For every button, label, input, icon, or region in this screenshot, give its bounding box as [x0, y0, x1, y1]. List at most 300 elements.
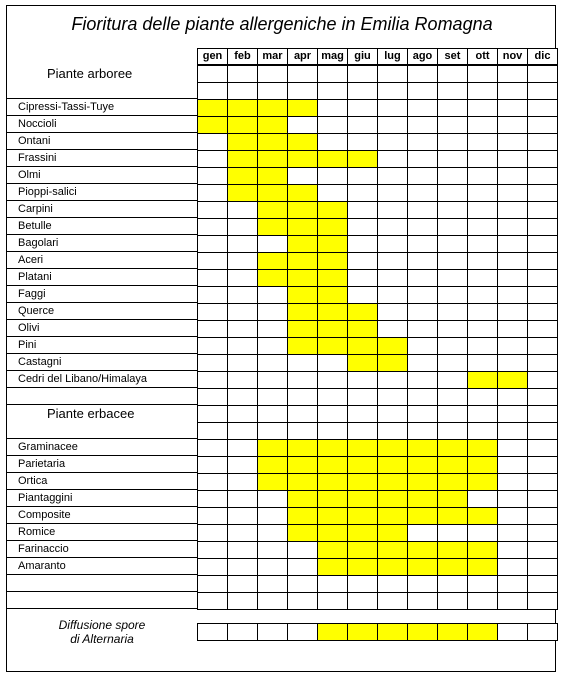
- empty-cell: [347, 286, 378, 304]
- empty-cell: [527, 252, 558, 270]
- empty-cell: [467, 592, 498, 610]
- bloom-cell: [257, 99, 288, 117]
- empty-cell: [377, 422, 408, 440]
- bloom-cell: [347, 320, 378, 338]
- empty-cell: [227, 575, 258, 593]
- empty-cell: [407, 371, 438, 389]
- empty-cell: [497, 592, 528, 610]
- bloom-cell: [287, 184, 318, 202]
- empty-cell: [527, 371, 558, 389]
- empty-cell: [197, 524, 228, 542]
- empty-spore-cell: [287, 623, 318, 641]
- empty-spore-cell: [527, 623, 558, 641]
- empty-cell: [377, 167, 408, 185]
- month-label-giu: giu: [347, 48, 378, 65]
- empty-cell: [467, 133, 498, 151]
- empty-cell: [467, 82, 498, 100]
- bloom-cell: [377, 473, 408, 491]
- bloom-cell: [287, 218, 318, 236]
- bloom-cell: [287, 269, 318, 287]
- empty-cell: [437, 422, 468, 440]
- empty-cell: [527, 439, 558, 457]
- empty-spore-cell: [497, 623, 528, 641]
- empty-cell: [377, 286, 408, 304]
- blank-row-label: [7, 82, 197, 99]
- empty-cell: [227, 422, 258, 440]
- empty-cell: [377, 252, 408, 270]
- alternaria-label: [7, 618, 197, 646]
- empty-cell: [437, 99, 468, 117]
- empty-cell: [497, 201, 528, 219]
- empty-cell: [377, 405, 408, 423]
- bloom-cell: [437, 456, 468, 474]
- empty-cell: [227, 82, 258, 100]
- empty-cell: [227, 303, 258, 321]
- plant-label: Aceri: [7, 252, 197, 269]
- plant-label: Frassini: [7, 150, 197, 167]
- bloom-cell: [467, 371, 498, 389]
- empty-cell: [407, 592, 438, 610]
- section-heading: Piante erbacee: [47, 406, 135, 421]
- empty-cell: [407, 116, 438, 134]
- bloom-cell: [407, 507, 438, 525]
- empty-cell: [377, 388, 408, 406]
- empty-cell: [497, 116, 528, 134]
- empty-cell: [347, 405, 378, 423]
- spore-cell: [407, 623, 438, 641]
- bloom-cell: [467, 558, 498, 576]
- empty-cell: [197, 184, 228, 202]
- empty-cell: [227, 252, 258, 270]
- plant-label: Bagolari: [7, 235, 197, 252]
- empty-spore-cell: [197, 623, 228, 641]
- bloom-cell: [317, 150, 348, 168]
- chart-title: Fioritura delle piante allergeniche in Emilia Romagna: [71, 14, 493, 34]
- bloom-cell: [257, 133, 288, 151]
- empty-cell: [497, 541, 528, 559]
- empty-cell: [197, 388, 228, 406]
- bloom-cell: [347, 150, 378, 168]
- plant-label: Platani: [7, 269, 197, 286]
- empty-cell: [437, 150, 468, 168]
- bloom-cell: [317, 320, 348, 338]
- empty-cell: [377, 371, 408, 389]
- empty-cell: [287, 541, 318, 559]
- empty-cell: [257, 541, 288, 559]
- empty-cell: [407, 133, 438, 151]
- empty-cell: [497, 490, 528, 508]
- empty-cell: [287, 405, 318, 423]
- bloom-cell: [287, 524, 318, 542]
- blank-row-label: [7, 575, 197, 592]
- empty-cell: [227, 218, 258, 236]
- bloom-cell: [467, 439, 498, 457]
- empty-cell: [407, 303, 438, 321]
- bloom-cell: [347, 456, 378, 474]
- empty-cell: [197, 82, 228, 100]
- empty-cell: [317, 405, 348, 423]
- empty-cell: [437, 184, 468, 202]
- month-label-feb: feb: [227, 48, 258, 65]
- bloom-cell: [287, 490, 318, 508]
- bloom-cell: [407, 456, 438, 474]
- empty-cell: [347, 592, 378, 610]
- empty-cell: [497, 65, 528, 83]
- plant-label: Noccioli: [7, 116, 197, 133]
- empty-cell: [317, 167, 348, 185]
- empty-cell: [347, 99, 378, 117]
- empty-cell: [497, 320, 528, 338]
- empty-cell: [287, 116, 318, 134]
- bloom-cell: [347, 507, 378, 525]
- bloom-cell: [317, 235, 348, 253]
- empty-cell: [197, 269, 228, 287]
- empty-cell: [407, 524, 438, 542]
- empty-cell: [527, 541, 558, 559]
- empty-cell: [407, 252, 438, 270]
- empty-cell: [197, 337, 228, 355]
- empty-cell: [467, 303, 498, 321]
- empty-cell: [197, 354, 228, 372]
- empty-cell: [527, 167, 558, 185]
- empty-cell: [467, 524, 498, 542]
- empty-cell: [407, 184, 438, 202]
- empty-cell: [197, 320, 228, 338]
- empty-cell: [197, 473, 228, 491]
- empty-cell: [227, 388, 258, 406]
- bloom-cell: [377, 490, 408, 508]
- alternaria-label-line2: di Alternaria: [70, 632, 134, 646]
- empty-cell: [197, 235, 228, 253]
- empty-cell: [497, 422, 528, 440]
- empty-cell: [377, 303, 408, 321]
- empty-cell: [497, 575, 528, 593]
- empty-cell: [527, 82, 558, 100]
- bloom-cell: [257, 456, 288, 474]
- empty-cell: [407, 320, 438, 338]
- bloom-cell: [467, 473, 498, 491]
- empty-cell: [497, 82, 528, 100]
- empty-cell: [467, 405, 498, 423]
- plant-label: Carpini: [7, 201, 197, 218]
- empty-cell: [407, 388, 438, 406]
- empty-cell: [257, 388, 288, 406]
- empty-cell: [377, 269, 408, 287]
- empty-cell: [527, 422, 558, 440]
- empty-cell: [287, 167, 318, 185]
- empty-cell: [227, 286, 258, 304]
- section-heading: Piante arboree: [47, 66, 133, 81]
- empty-cell: [407, 422, 438, 440]
- blank-row-label: [7, 422, 197, 439]
- empty-cell: [527, 320, 558, 338]
- bloom-cell: [317, 269, 348, 287]
- bloom-cell: [227, 150, 258, 168]
- empty-cell: [227, 507, 258, 525]
- empty-cell: [287, 558, 318, 576]
- spore-cell: [347, 623, 378, 641]
- empty-cell: [317, 354, 348, 372]
- empty-cell: [437, 337, 468, 355]
- empty-cell: [527, 116, 558, 134]
- empty-cell: [347, 371, 378, 389]
- empty-cell: [467, 320, 498, 338]
- empty-cell: [377, 150, 408, 168]
- bloom-cell: [437, 473, 468, 491]
- empty-cell: [527, 490, 558, 508]
- empty-cell: [377, 65, 408, 83]
- bloom-cell: [317, 337, 348, 355]
- empty-cell: [437, 354, 468, 372]
- empty-cell: [197, 150, 228, 168]
- empty-cell: [257, 320, 288, 338]
- bloom-cell: [377, 558, 408, 576]
- empty-cell: [497, 184, 528, 202]
- empty-cell: [497, 133, 528, 151]
- empty-cell: [497, 167, 528, 185]
- empty-cell: [497, 524, 528, 542]
- empty-cell: [407, 337, 438, 355]
- empty-cell: [317, 65, 348, 83]
- empty-cell: [257, 65, 288, 83]
- empty-cell: [287, 65, 318, 83]
- plant-label: Composite: [7, 507, 197, 524]
- bloom-cell: [287, 303, 318, 321]
- empty-cell: [407, 354, 438, 372]
- plant-label: Querce: [7, 303, 197, 320]
- empty-cell: [227, 337, 258, 355]
- alternaria-label-line1: Diffusione spore: [58, 618, 146, 632]
- plant-label: Ortica: [7, 473, 197, 490]
- bloom-cell: [257, 150, 288, 168]
- empty-cell: [257, 558, 288, 576]
- bloom-cell: [347, 303, 378, 321]
- bloom-cell: [437, 541, 468, 559]
- empty-cell: [407, 269, 438, 287]
- empty-cell: [227, 65, 258, 83]
- empty-cell: [347, 201, 378, 219]
- bloom-cell: [287, 252, 318, 270]
- empty-cell: [347, 116, 378, 134]
- empty-cell: [467, 99, 498, 117]
- empty-cell: [377, 133, 408, 151]
- empty-cell: [197, 541, 228, 559]
- plant-label: Romice: [7, 524, 197, 541]
- empty-cell: [377, 82, 408, 100]
- empty-cell: [467, 337, 498, 355]
- chart-frame: [6, 5, 556, 672]
- empty-cell: [527, 354, 558, 372]
- bloom-cell: [437, 439, 468, 457]
- empty-cell: [437, 133, 468, 151]
- empty-cell: [257, 82, 288, 100]
- plant-label: Cipressi-Tassi-Tuye: [7, 99, 197, 116]
- bloom-cell: [257, 167, 288, 185]
- bloom-cell: [197, 116, 228, 134]
- empty-cell: [197, 507, 228, 525]
- bloom-cell: [437, 490, 468, 508]
- empty-cell: [317, 371, 348, 389]
- bloom-cell: [287, 133, 318, 151]
- empty-cell: [437, 286, 468, 304]
- bloom-cell: [317, 473, 348, 491]
- empty-cell: [197, 286, 228, 304]
- empty-cell: [407, 167, 438, 185]
- bloom-cell: [317, 303, 348, 321]
- empty-cell: [407, 99, 438, 117]
- empty-cell: [527, 405, 558, 423]
- empty-cell: [437, 303, 468, 321]
- empty-cell: [467, 167, 498, 185]
- bloom-cell: [347, 473, 378, 491]
- blank-row-label: [7, 592, 197, 609]
- empty-cell: [437, 524, 468, 542]
- bloom-cell: [317, 439, 348, 457]
- empty-cell: [527, 269, 558, 287]
- month-label-apr: apr: [287, 48, 318, 65]
- empty-cell: [197, 575, 228, 593]
- bloom-cell: [227, 99, 258, 117]
- empty-cell: [227, 201, 258, 219]
- empty-cell: [197, 252, 228, 270]
- empty-cell: [347, 167, 378, 185]
- empty-cell: [287, 575, 318, 593]
- bloom-cell: [257, 269, 288, 287]
- bloom-cell: [287, 456, 318, 474]
- bloom-cell: [467, 541, 498, 559]
- empty-cell: [467, 354, 498, 372]
- empty-cell: [287, 354, 318, 372]
- month-label-ott: ott: [467, 48, 498, 65]
- empty-cell: [227, 524, 258, 542]
- empty-cell: [227, 354, 258, 372]
- empty-cell: [317, 99, 348, 117]
- plant-label: Olmi: [7, 167, 197, 184]
- empty-cell: [497, 286, 528, 304]
- empty-cell: [377, 116, 408, 134]
- empty-cell: [437, 116, 468, 134]
- bloom-cell: [287, 320, 318, 338]
- empty-cell: [467, 269, 498, 287]
- empty-cell: [497, 388, 528, 406]
- bloom-cell: [287, 473, 318, 491]
- empty-cell: [527, 235, 558, 253]
- bloom-cell: [347, 541, 378, 559]
- empty-cell: [407, 150, 438, 168]
- empty-cell: [467, 184, 498, 202]
- bloom-cell: [317, 541, 348, 559]
- bloom-cell: [347, 558, 378, 576]
- month-label-nov: nov: [497, 48, 528, 65]
- empty-cell: [257, 371, 288, 389]
- empty-cell: [497, 99, 528, 117]
- plant-label: Amaranto: [7, 558, 197, 575]
- bloom-cell: [287, 337, 318, 355]
- empty-cell: [257, 524, 288, 542]
- empty-cell: [527, 65, 558, 83]
- empty-cell: [197, 422, 228, 440]
- empty-cell: [527, 524, 558, 542]
- bloom-cell: [317, 201, 348, 219]
- empty-cell: [497, 354, 528, 372]
- empty-cell: [257, 303, 288, 321]
- plant-label: Farinaccio: [7, 541, 197, 558]
- empty-cell: [497, 439, 528, 457]
- bloom-cell: [317, 524, 348, 542]
- empty-cell: [407, 235, 438, 253]
- bloom-cell: [317, 456, 348, 474]
- empty-cell: [347, 133, 378, 151]
- bloom-cell: [377, 541, 408, 559]
- bloom-cell: [467, 456, 498, 474]
- blank-row-label: [7, 388, 197, 405]
- empty-cell: [497, 507, 528, 525]
- plant-label: Cedri del Libano/Himalaya: [7, 371, 197, 388]
- empty-cell: [197, 133, 228, 151]
- empty-cell: [467, 116, 498, 134]
- empty-cell: [467, 65, 498, 83]
- empty-cell: [227, 235, 258, 253]
- month-label-mar: mar: [257, 48, 288, 65]
- spore-cell: [437, 623, 468, 641]
- empty-cell: [197, 65, 228, 83]
- empty-cell: [197, 167, 228, 185]
- empty-cell: [197, 439, 228, 457]
- empty-spore-cell: [227, 623, 258, 641]
- plant-label: Castagni: [7, 354, 197, 371]
- bloom-cell: [287, 286, 318, 304]
- empty-cell: [347, 218, 378, 236]
- empty-cell: [347, 65, 378, 83]
- empty-cell: [377, 320, 408, 338]
- bloom-cell: [347, 354, 378, 372]
- bloom-cell: [317, 218, 348, 236]
- empty-cell: [257, 337, 288, 355]
- empty-cell: [227, 405, 258, 423]
- empty-cell: [527, 456, 558, 474]
- empty-cell: [527, 150, 558, 168]
- empty-cell: [287, 592, 318, 610]
- empty-cell: [317, 575, 348, 593]
- empty-cell: [527, 592, 558, 610]
- empty-cell: [527, 337, 558, 355]
- empty-cell: [527, 218, 558, 236]
- bloom-cell: [257, 184, 288, 202]
- empty-cell: [347, 575, 378, 593]
- empty-cell: [347, 252, 378, 270]
- empty-cell: [197, 456, 228, 474]
- bloom-cell: [407, 473, 438, 491]
- bloom-cell: [227, 133, 258, 151]
- empty-cell: [437, 218, 468, 236]
- spore-cell: [467, 623, 498, 641]
- empty-cell: [467, 150, 498, 168]
- empty-cell: [407, 65, 438, 83]
- empty-cell: [527, 575, 558, 593]
- empty-cell: [407, 218, 438, 236]
- bloom-cell: [257, 201, 288, 219]
- empty-cell: [407, 286, 438, 304]
- empty-cell: [497, 150, 528, 168]
- spore-cell: [317, 623, 348, 641]
- plant-label: Parietaria: [7, 456, 197, 473]
- empty-cell: [467, 201, 498, 219]
- bloom-cell: [377, 337, 408, 355]
- month-label-ago: ago: [407, 48, 438, 65]
- empty-cell: [347, 388, 378, 406]
- empty-cell: [377, 184, 408, 202]
- bloom-cell: [257, 116, 288, 134]
